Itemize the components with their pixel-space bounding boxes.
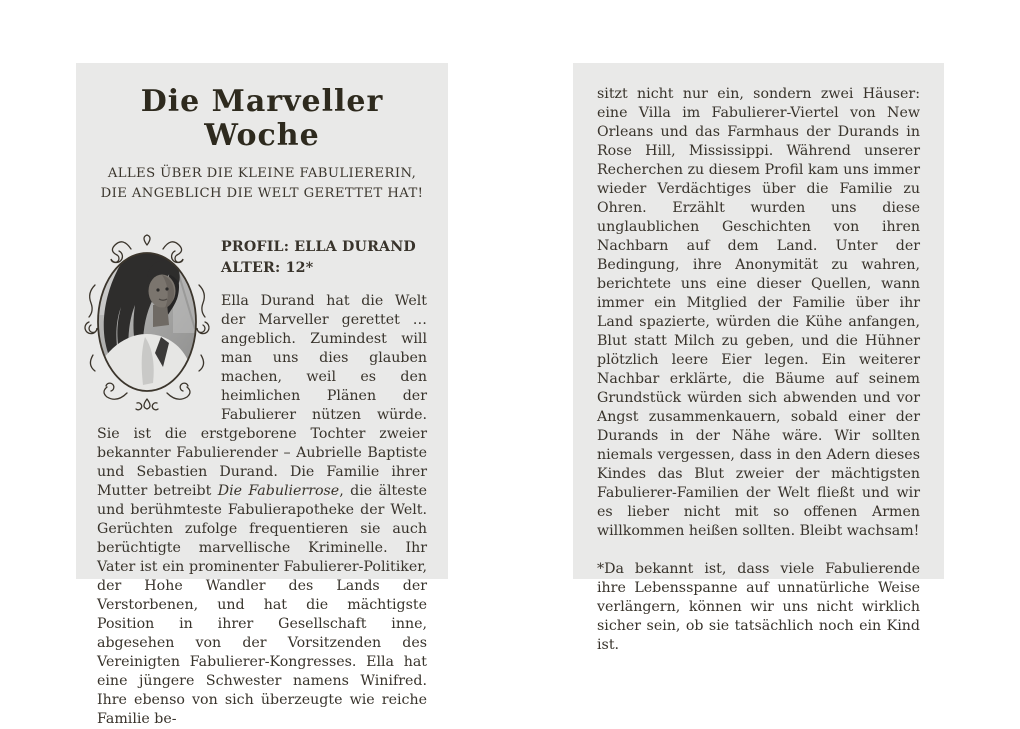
ella-portrait-illustration	[83, 233, 211, 411]
profile-article	[97, 237, 427, 729]
article-body-part1: Ella Durand hat die Welt der Marveller gerettet … angeblich. Zumindest will man uns dies glauben machen, weil es den heimlichen Plänen der Fabulierer nützen würde. Sie ist die erstgeborene Tochter zweier bekannter Fabulierender – Aubrielle Baptiste und Sebastien Durand. Die Familie ihrer Mutter betreibt	[97, 293, 427, 499]
newspaper-subtitle	[97, 164, 427, 204]
article-body-part2: , die älteste und berühmteste Fabulierapotheke der Welt. Gerüchten zufolge frequentieren sie auch berüchtigte marvellische Kriminelle. Ihr Vater ist ein prominenter Fabulierer-Politiker, der Hohe Wandler des Lands der Verstorbenen, und hat die mächtigste Position in ihrer Gesellschaft inne, abgesehen von der Vorsitzenden des Vereinigten Fabulierer-Kongresses. Ella hat eine jüngere Schwester namens Winifred. Ihre ebenso von sich überzeugte wie reiche Familie be-	[97, 483, 427, 727]
age-footnote: *Da bekannt ist, dass viele Fabulierende ihre Lebensspanne auf unnatürliche Weise verlängern, können wir uns nicht wirklich sicher sein, ob sie tatsächlich noch ein Kind ist.	[597, 561, 920, 653]
newspaper-masthead: Die Marveller Woche	[140, 84, 384, 153]
article-continuation: sitzt nicht nur ein, sondern zwei Häuser: eine Villa im Fabulierer-Viertel von New Orleans und das Farmhaus der Durands in Rose Hill, Mississippi. Während unserer Recherchen zu diesem Profil kam uns immer wieder Verdächtiges über die Familie zu Ohren. Erzählt wurden uns diese unglaublichen Geschichten von ihren Nachbarn auf dem Land. Unter der Bedingung, ihre Anonymität zu wahren, berichtete uns eine dieser Quellen, wann immer ein Mitglied der Familie über ihr Land spazierte, würden die Kühe anfangen, Blut statt Milch zu geben, und die Hühner plötzlich leere Eier legen. Ein weiterer Nachbar erklärte, die Bäume auf seinem Grundstück würden sich abwenden und vor Angst zusammenkauern, sobald einer der Durands in der Nähe wäre. Wir sollten niemals vergessen, dass in den Adern dieses Kindes das Blut zweier der mächtigsten Fabulierer-Familien der Welt fließt und wir es lieber nicht mit so offenen Armen willkommen heißen sollten. Bleibt wachsam!	[597, 86, 920, 539]
subtitle-line-1: ALLES ÜBER DIE KLEINE FABULIERERIN,	[107, 166, 417, 181]
right-page	[573, 63, 944, 653]
profile-label: PROFIL: ELLA DURAND	[221, 239, 416, 255]
left-page	[76, 63, 448, 727]
age-label: ALTER: 12*	[221, 260, 314, 276]
fabulierrose-title-italic: Die Fabulierrose	[217, 483, 340, 499]
ella-portrait-frame	[83, 233, 211, 411]
subtitle-line-2: DIE ANGEBLICH DIE WELT GERETTET HAT!	[100, 186, 424, 201]
